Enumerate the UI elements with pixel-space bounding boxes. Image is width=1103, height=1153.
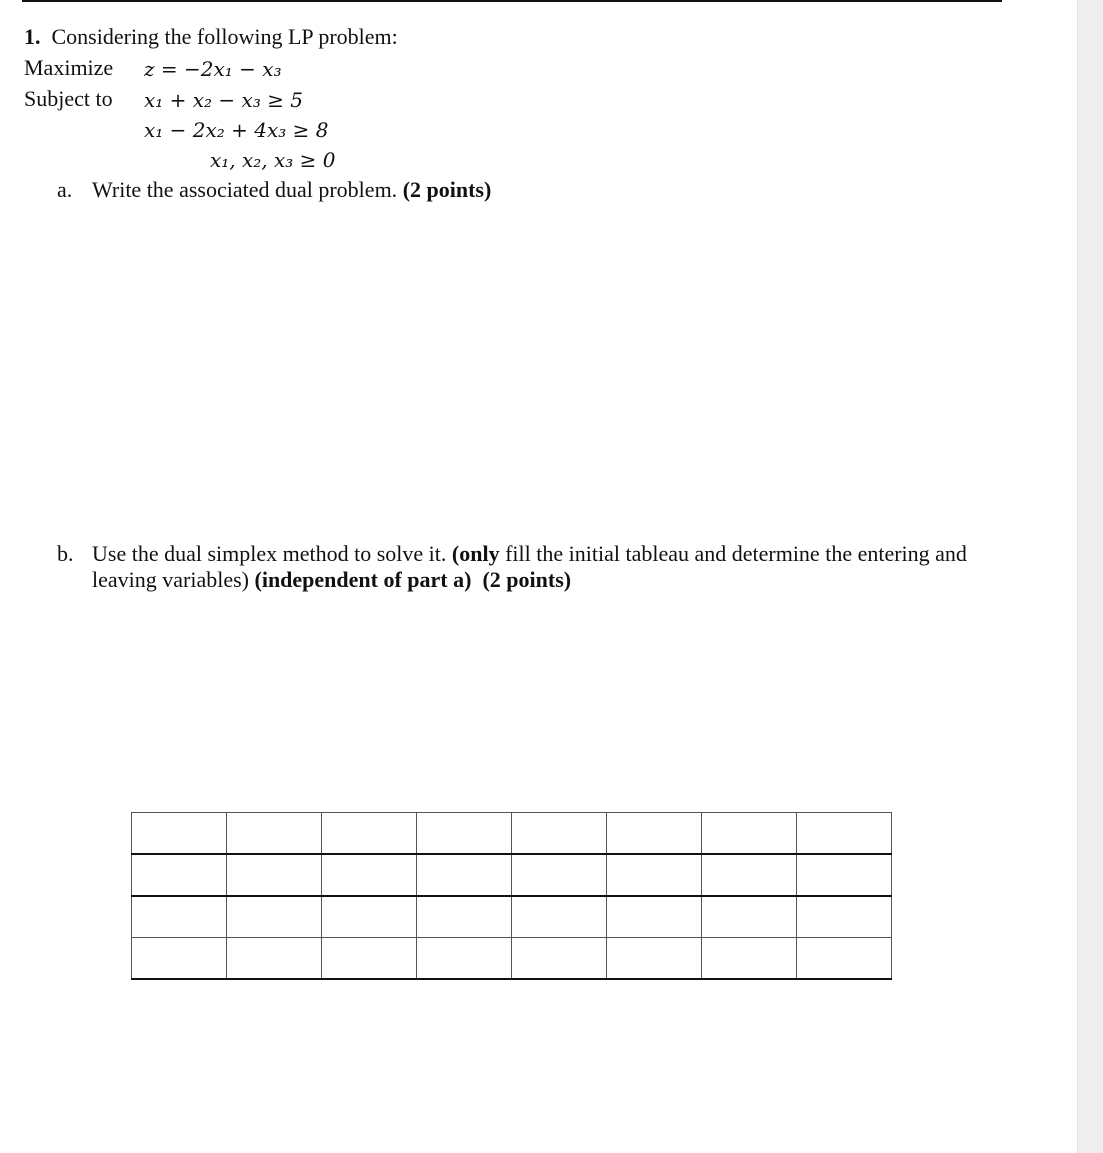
tableau-row xyxy=(132,854,892,896)
tableau-cell[interactable] xyxy=(797,938,892,980)
simplex-tableau xyxy=(131,812,892,980)
tableau-cell[interactable] xyxy=(227,854,322,896)
maximize-label: Maximize xyxy=(24,55,114,80)
question-intro: Considering the following LP problem: xyxy=(51,24,398,49)
constraint-2: x₁ − 2x₂ + 4x₃ ≥ 8 xyxy=(144,118,329,142)
top-rule xyxy=(22,0,1002,2)
objective-function xyxy=(144,56,282,82)
tableau-cell[interactable] xyxy=(512,896,607,938)
tableau-row xyxy=(132,938,892,980)
tableau-cell[interactable] xyxy=(322,854,417,896)
tableau-cell[interactable] xyxy=(797,854,892,896)
objective-rhs: −2x₁ − x₃ xyxy=(184,57,282,81)
part-b-independent: (independent of part a) xyxy=(254,567,472,592)
tableau-cell[interactable] xyxy=(512,813,607,855)
part-b-text-1: Use the dual simplex method to solve it. xyxy=(92,541,447,566)
page-gutter xyxy=(1077,0,1103,1153)
question-heading xyxy=(24,24,398,50)
tableau-cell[interactable] xyxy=(322,813,417,855)
tableau-cell[interactable] xyxy=(417,813,512,855)
part-b-only: only xyxy=(459,541,500,566)
tableau-cell[interactable] xyxy=(702,896,797,938)
tableau-cell[interactable] xyxy=(702,938,797,980)
part-b-points: (2 points) xyxy=(482,567,572,592)
tableau-cell[interactable] xyxy=(607,854,702,896)
tableau-cell[interactable] xyxy=(417,896,512,938)
tableau-cell[interactable] xyxy=(797,813,892,855)
objective-lhs: z xyxy=(144,57,155,81)
tableau-cell[interactable] xyxy=(607,938,702,980)
tableau-cell[interactable] xyxy=(417,854,512,896)
tableau-cell[interactable] xyxy=(607,896,702,938)
tableau-cell[interactable] xyxy=(132,854,227,896)
part-b-text-2: fill the initial tableau and determine the entering and xyxy=(505,541,967,566)
part-b-text-3: leaving variables) xyxy=(92,567,249,592)
tableau-cell[interactable] xyxy=(607,813,702,855)
tableau-cell[interactable] xyxy=(322,896,417,938)
tableau-cell[interactable] xyxy=(512,938,607,980)
part-a-points: (2 points) xyxy=(402,177,492,202)
part-b-line-2 xyxy=(92,567,571,593)
part-a-text xyxy=(92,177,491,203)
tableau-cell[interactable] xyxy=(132,896,227,938)
tableau-cell[interactable] xyxy=(512,854,607,896)
tableau-cell[interactable] xyxy=(227,938,322,980)
tableau-cell[interactable] xyxy=(132,938,227,980)
tableau-row xyxy=(132,813,892,855)
tableau-cell[interactable] xyxy=(322,938,417,980)
constraint-1: x₁ + x₂ − x₃ ≥ 5 xyxy=(144,88,304,112)
tableau-cell[interactable] xyxy=(702,813,797,855)
tableau-cell[interactable] xyxy=(702,854,797,896)
tableau-cell[interactable] xyxy=(227,813,322,855)
objective-eq: = xyxy=(160,57,178,81)
tableau-cell[interactable] xyxy=(227,896,322,938)
tableau-row xyxy=(132,896,892,938)
part-a-letter: a. xyxy=(57,177,73,202)
part-b-letter: b. xyxy=(57,541,74,566)
tableau-cell[interactable] xyxy=(132,813,227,855)
nonnegativity-constraint: x₁, x₂, x₃ ≥ 0 xyxy=(210,148,336,172)
subject-to-label: Subject to xyxy=(24,86,113,111)
tableau-cell[interactable] xyxy=(797,896,892,938)
part-b-line-1: Use the dual simplex method to solve it. (only fill the initial tableau and determine the entering and xyxy=(92,541,967,566)
tableau-cell[interactable] xyxy=(417,938,512,980)
part-a-prompt: Write the associated dual problem. xyxy=(92,177,398,202)
question-number: 1. xyxy=(24,24,41,49)
